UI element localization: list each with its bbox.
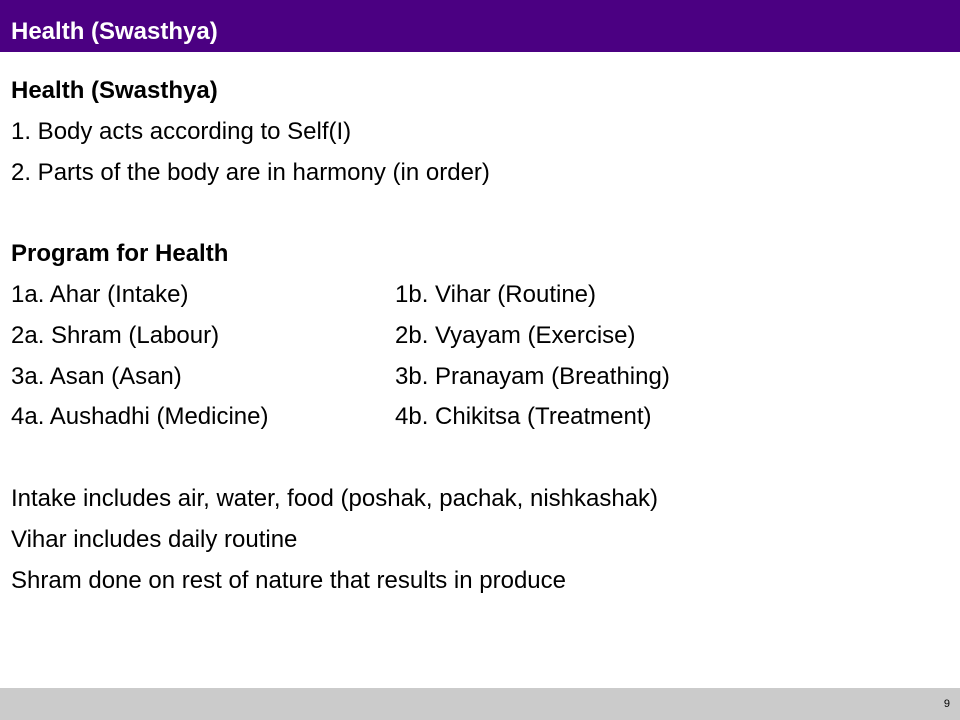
program-row: [11, 275, 951, 316]
note-line: Intake includes air, water, food (poshak, pachak, nishkashak): [11, 484, 659, 512]
program-item-b: 3b. Pranayam (Breathing): [395, 362, 670, 390]
definition-point: 1. Body acts according to Self(I): [11, 117, 352, 145]
program-row: [11, 357, 951, 398]
program-item-b: 4b. Chikitsa (Treatment): [395, 403, 652, 431]
program-item-a: 4a. Aushadhi (Medicine): [11, 403, 269, 431]
program-heading: Program for Health: [11, 240, 229, 268]
slide-title: Health (Swasthya): [11, 18, 218, 45]
spacer: [11, 193, 951, 234]
program-item-a: 2a. Shram (Labour): [11, 321, 220, 349]
program-item-a: 1a. Ahar (Intake): [11, 280, 189, 308]
program-item-b: 2b. Vyayam (Exercise): [395, 321, 636, 349]
page-number: 9: [943, 698, 950, 710]
note-line: Vihar includes daily routine: [11, 525, 298, 553]
slide-title-bar: [0, 0, 960, 52]
program-row: [11, 397, 951, 438]
slide-body: [11, 71, 951, 601]
program-item-a: 3a. Asan (Asan): [11, 362, 182, 390]
slide-footer-bar: [0, 688, 960, 720]
program-row: [11, 316, 951, 357]
definition-heading: Health (Swasthya): [11, 77, 218, 104]
definition-point: 2. Parts of the body are in harmony (in order): [11, 158, 490, 186]
spacer: [11, 438, 951, 479]
note-line: Shram done on rest of nature that results in produce: [11, 566, 566, 594]
program-item-b: 1b. Vihar (Routine): [395, 280, 596, 308]
